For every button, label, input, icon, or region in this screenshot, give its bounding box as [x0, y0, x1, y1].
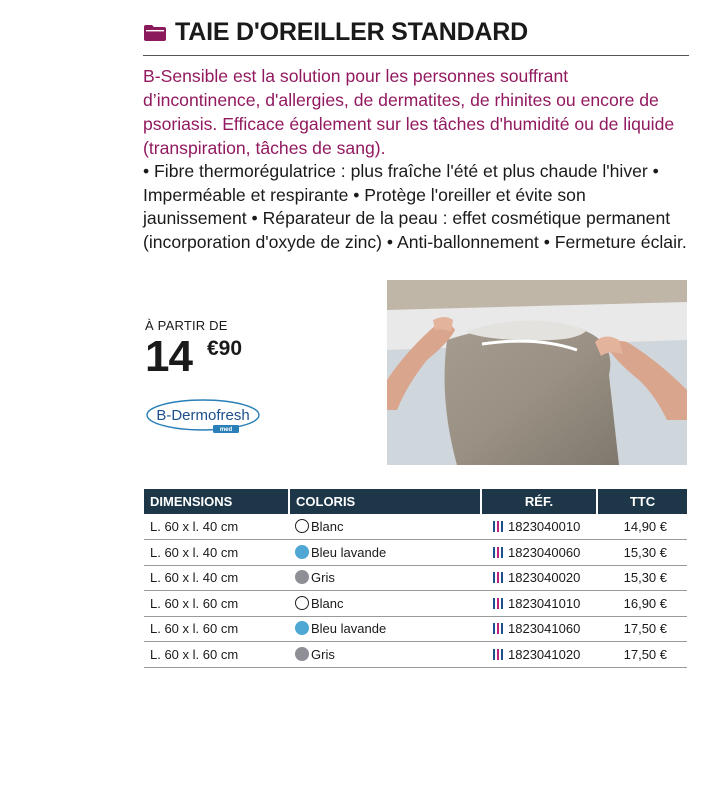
price-label: À PARTIR DE [145, 318, 228, 333]
color-name: Blanc [311, 595, 344, 611]
table-header-row [144, 489, 687, 514]
color-name: Bleu lavande [311, 621, 387, 637]
table-row [144, 514, 687, 540]
cell-ref [481, 591, 597, 617]
column-coloris: COLORIS [289, 489, 481, 514]
intro-paragraph: B-Sensible est la solution pour les personnes souffrant d’incontinence, d'allergies, de dermatites, de rhinites ou encore de psoriasis. Efficace également sur les tâches d'humidité ou de liquide (transpiration, tâches de sang). [143, 66, 675, 158]
price-table [144, 489, 687, 668]
color-swatch-icon [295, 596, 309, 610]
color-name: Gris [311, 570, 335, 586]
color-swatch-icon [295, 647, 309, 661]
folder-icon [143, 24, 167, 42]
color-swatch-icon [295, 621, 309, 635]
cell-ttc: 17,50 € [597, 642, 687, 668]
price-block [145, 318, 243, 381]
cell-dimensions: L. 60 x l. 60 cm [144, 591, 289, 617]
logo-text: B-Dermofresh [156, 407, 250, 424]
color-swatch-icon [295, 570, 309, 584]
cell-dimensions: L. 60 x l. 40 cm [144, 514, 289, 540]
price [145, 332, 243, 381]
dermofresh-logo [145, 398, 261, 434]
cell-dimensions: L. 60 x l. 60 cm [144, 616, 289, 642]
color-swatch-icon [295, 545, 309, 559]
cell-ttc: 14,90 € [597, 514, 687, 540]
cell-ref [481, 514, 597, 540]
ref-number: 1823040060 [508, 544, 581, 560]
table-row [144, 591, 687, 617]
color-name: Gris [311, 646, 335, 662]
cell-ttc: 15,30 € [597, 565, 687, 591]
barcode-icon [493, 598, 505, 609]
cell-coloris [289, 642, 481, 668]
ref-number: 1823040020 [508, 570, 581, 586]
cell-coloris [289, 514, 481, 540]
cell-ref [481, 565, 597, 591]
cell-coloris [289, 565, 481, 591]
table-row [144, 642, 687, 668]
column-ref: RÉF. [481, 489, 597, 514]
page-title: TAIE D'OREILLER STANDARD [175, 18, 528, 46]
table-row [144, 540, 687, 566]
cell-ttc: 17,50 € [597, 616, 687, 642]
column-dimensions: DIMENSIONS [144, 489, 289, 514]
logo-badge: med [219, 427, 233, 434]
cell-ref [481, 540, 597, 566]
price-decimal: €90 [207, 337, 243, 360]
cell-dimensions: L. 60 x l. 40 cm [144, 540, 289, 566]
cell-dimensions: L. 60 x l. 40 cm [144, 565, 289, 591]
cell-coloris [289, 591, 481, 617]
barcode-icon [493, 547, 505, 558]
ref-number: 1823040010 [508, 519, 581, 534]
features-paragraph: • Fibre thermorégulatrice : plus fraîche l'été et plus chaude l'hiver • Imperméable et respirante • Protège l'oreiller et évite son jaunissement • Réparateur de la peau : effet cosmétique permanent (incorporation d'oxyde de zinc) • Anti-ballonnement • Fermeture éclair. [143, 161, 687, 252]
title-divider [143, 55, 689, 56]
barcode-icon [493, 521, 505, 532]
ref-number: 1823041060 [508, 621, 581, 637]
product-photo [387, 280, 687, 465]
cell-coloris [289, 540, 481, 566]
cell-ttc: 16,90 € [597, 591, 687, 617]
column-ttc: TTC [597, 489, 687, 514]
cell-ref [481, 642, 597, 668]
color-name: Blanc [311, 519, 344, 534]
ref-number: 1823041010 [508, 595, 581, 611]
color-swatch-icon [295, 519, 309, 533]
cell-dimensions: L. 60 x l. 60 cm [144, 642, 289, 668]
barcode-icon [493, 623, 505, 634]
price-integer: 14 [145, 332, 192, 381]
cell-coloris [289, 616, 481, 642]
cell-ref [481, 616, 597, 642]
ref-number: 1823041020 [508, 646, 581, 662]
table-row [144, 616, 687, 642]
barcode-icon [493, 572, 505, 583]
cell-ttc: 15,30 € [597, 540, 687, 566]
color-name: Bleu lavande [311, 544, 387, 560]
barcode-icon [493, 649, 505, 660]
page-header [143, 18, 528, 47]
table-row [144, 565, 687, 591]
